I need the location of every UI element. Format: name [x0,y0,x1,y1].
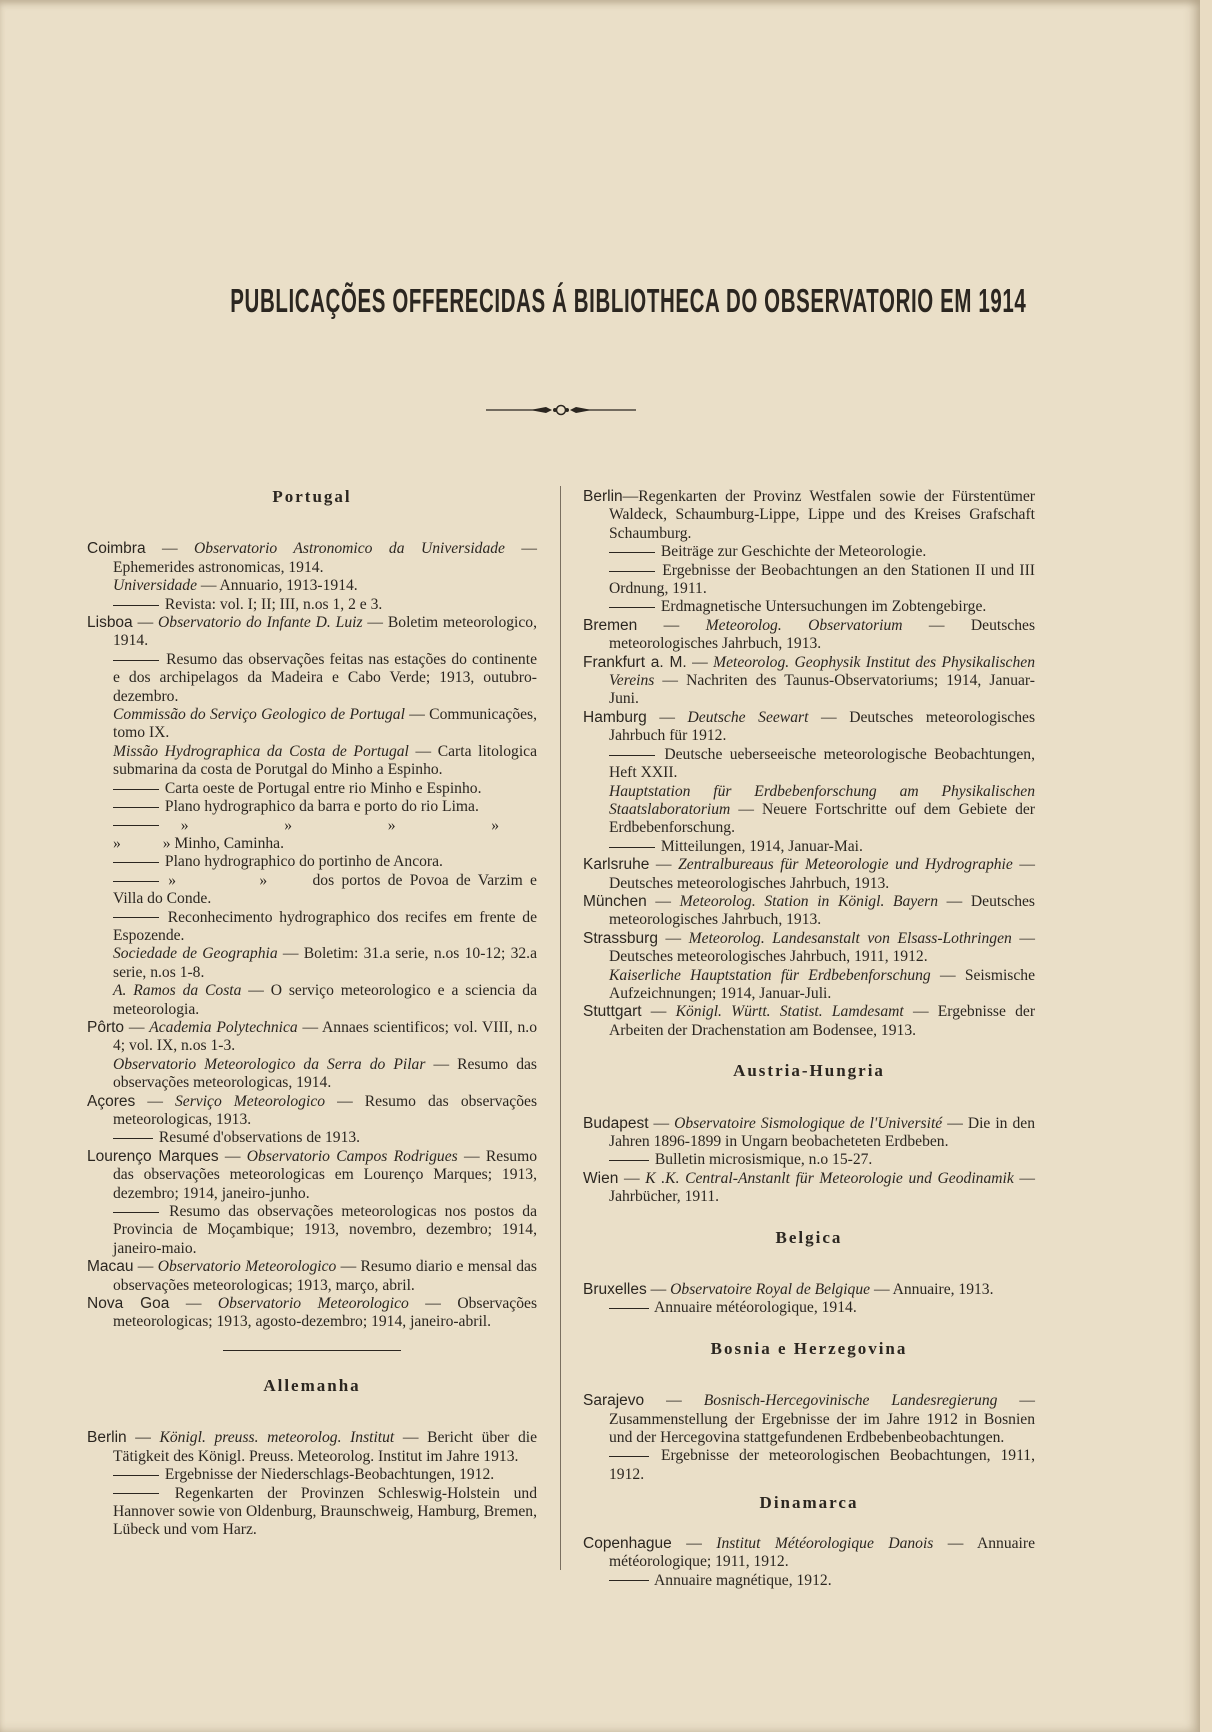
entry-lisboa-espozende: Reconhecimento hydrographico dos recifes em frente de Espozende. [113,908,538,944]
entry-strassburg-kaiserliche: Kaiserliche Hauptstation für Erdbebenforschung — Seismische Aufzeichnungen; 1914, Januar-Juli. [609,966,1035,1002]
entry-lourenco-mocambique: Resumo das observações meteorologicas nos postos da Provincia de Moçambique; 1913, novembro, dezembro; 1914, janeiro-maio. [113,1203,537,1257]
entry-lisboa-geographia: Sociedade de Geographia — Boletim: 31.a serie, n.os 10-12; 32.a serie, n.os 1-8. [113,945,537,981]
page-title: PUBLICAÇÕES OFFERECIDAS Á BIBLIOTHECA DO OBSERVATORIO EM 1914 [230,282,1027,319]
right-column [583,488,1035,1590]
entry-bremen: Bremen — Meteorolog. Observatorium — Deutsches meteorologisches Jahrbuch, 1913. [583,616,1036,653]
left-column [87,488,537,1540]
ornament-divider [486,400,636,420]
entry-coimbra-universidade: Universidade — Annuario, 1913-1914. [113,577,358,595]
column-divider [560,486,561,1570]
section-heading-dinamarca: Dinamarca [759,1493,859,1513]
entry-porto-pilar: Observatorio Meteorologico da Serra do Pilar — Resumo das observações meteorologicas, 1914. [113,1055,538,1092]
entry-berlin-westfalen: Berlin—Regenkarten der Provinz Westfalen sowie der Fürstentümer Waldeck, Schaumburg-Lippe, Lippe und des Kreises Grafschaft Schaumburg. [583,488,1035,542]
entry-coimbra-revista: Revista: vol. I; II; III, n.os 1, 2 e 3. [87,596,537,614]
section-heading-austria: Austria-Hungria [733,1061,885,1081]
entry-stuttgart: Stuttgart — Königl. Württ. Statist. Lamdesamt — Ergebnisse der Arbeiten der Drachenstation am Bodensee, 1913. [583,1003,1036,1039]
entry-copenhague-magnetique: Annuaire magnétique, 1912. [583,1572,1035,1590]
entry-berlin-beitraege: Beiträge zur Geschichte der Meteorologie. [583,543,1035,561]
entry-lisboa-resumo: Resumo das observações feitas nas estações do continente e dos archipelagos da Madeira e Cabo Verde; 1913, outubro-dezembro. [113,650,537,705]
section-heading-belgica: Belgica [775,1227,843,1247]
entry-strassburg: Strassburg — Meteorolog. Landesanstalt von Elsass-Lothringen — Deutsches meteorologisches Jahrbuch, 1911, 1912. [583,929,1035,966]
section-heading-portugal: Portugal [272,487,352,506]
entry-bruxelles: Bruxelles — Observatoire Royal de Belgique — Annuaire, 1913. [583,1281,994,1299]
entry-nova-goa: Nova Goa — Observatorio Meteorologico — Observações meteorologicas; 1913, agosto-dezembro; 1914, janeiro-abril. [87,1295,538,1331]
entry-karlsruhe: Karlsruhe — Zentralbureaus für Meteorologie und Hydrographie — Deutsches meteorologisches Jahrbuch, 1913. [583,856,1036,892]
entry-berlin-niederschlags: Ergebnisse der Niederschlags-Beobachtungen, 1912. [87,1466,537,1484]
entry-lourenco-marques: Lourenço Marques — Observatorio Campos Rodrigues — Resumo das observações meteorologicas em Lourenço Marques; 1913, dezembro; 1914, janeiro-junho. [87,1147,538,1202]
entry-sarajevo-ergebnisse: Ergebnisse der meteorologischen Beobachtungen, 1911, 1912. [609,1447,1035,1483]
entry-lisboa-missao: Missão Hydrographica da Costa de Portugal — Carta litologica submarina da costa de Porutgal do Minho a Espinho. [113,742,538,779]
entry-lisboa-plano-lima: Plano hydrographico da barra e porto do rio Lima. [87,798,537,816]
entry-bruxelles-meteorologique: Annuaire météorologique, 1914. [583,1299,1035,1317]
entry-berlin-institut: Berlin — Königl. preuss. meteorolog. Institut — Bericht über die Tätigkeit des Königl. Preuss. Meteorolog. Institut im Jahre 1913. [87,1429,538,1465]
entry-lisboa-minho: » » » » » » Minho, Caminha. [113,816,537,852]
entry-acores: Açores — Serviço Meteorologico — Resumo das observações meteorologicas, 1913. [87,1092,538,1128]
section-rule [223,1350,401,1351]
entry-acores-resume: Resumé d'observations de 1913. [87,1129,537,1147]
entry-hamburg-ueberseeische: Deutsche ueberseeische meteorologische Beobachtungen, Heft XXII. [609,745,1035,782]
entry-hamburg: Hamburg — Deutsche Seewart — Deutsches meteorologisches Jahrbuch für 1912. [583,708,1036,745]
section-heading-bosnia: Bosnia e Herzegovina [710,1338,908,1358]
entry-munchen: München — Meteorolog. Station in Königl. Bayern — Deutsches meteorologisches Jahrbuch, 1913. [583,892,1035,929]
entry-coimbra: Coimbra — Observatorio Astronomico da Universidade — Ephemerides astronomicas, 1914. [87,540,537,576]
entry-frankfurt: Frankfurt a. M. — Meteorolog. Geophysik Institut des Physikalischen Vereins — Nachriten des Taunus-Observatoriums; 1914, Januar-Juni. [583,653,1035,708]
entry-berlin-erdmagnetische: Erdmagnetische Untersuchungen im Zobtengebirge. [583,598,1035,616]
section-heading-allemanha: Allemanha [263,1375,361,1395]
entry-lisboa-ancora: Plano hydrographico do portinho de Ancora. [87,853,537,871]
entry-lisboa-povoa: » » dos portos de Povoa de Varzim e Villa do Conde. [113,871,537,908]
entry-hamburg-hauptstation: Hauptstation für Erdbebenforschung am Physikalischen Staatslaboratorium — Neuere Fortschritte ouf dem Gebiete der Erdbebenforschung. [609,782,1035,837]
entry-lisboa-ramos: A. Ramos da Costa — O serviço meteorologico e a sciencia da meteorologia. [113,982,538,1018]
entry-sarajevo: Sarajevo — Bosnisch-Hercegovinische Landesregierung — Zusammenstellung der Ergebnisse der im Jahre 1912 in Bosnien und der Hercegovina stattgefundenen Erdbebenbeobachtungen. [583,1392,1035,1447]
entry-lisboa-carta-oeste: Carta oeste de Portugal entre rio Minho e Espinho. [87,780,537,798]
entry-lisboa-commissao: Commissão do Serviço Geologico de Portugal — Communicações, tomo IX. [113,706,538,742]
entry-berlin-regenkarten: Regenkarten der Provinzen Schleswig-Holstein und Hannover sowie von Oldenburg, Braunschweig, Hamburg, Bremen, Lübeck und vom Harz. [113,1484,538,1539]
entry-lisboa: Lisboa — Observatorio do Infante D. Luiz — Boletim meteorologico, 1914. [87,614,537,650]
entry-macau: Macau — Observatorio Meteorologico — Resumo diario e mensal das observações meteorologicas; 1913, março, abril. [87,1258,537,1294]
entry-copenhague: Copenhague — Institut Météorologique Danois — Annuaire météorologique; 1911, 1912. [583,1534,1036,1571]
entry-budapest: Budapest — Observatoire Sismologique de l'Université — Die in den Jahren 1896-1899 in Ungarn beobacheteten Erdbeben. [583,1114,1035,1150]
entry-hamburg-mitteilungen: Mitteilungen, 1914, Januar-Mai. [583,838,1035,856]
entry-porto: Pôrto — Academia Polytechnica — Annaes scientificos; vol. VIII, n.o 4; vol. IX, n.os 1-3. [87,1018,537,1055]
entry-budapest-bulletin: Bulletin microsismique, n.o 15-27. [583,1151,1035,1169]
entry-berlin-ergebnisse: Ergebnisse der Beobachtungen an den Stationen II und III Ordnung, 1911. [609,561,1035,598]
entry-wien: Wien — K .K. Central-Anstanlt für Meteorologie und Geodinamik — Jahrbücher, 1911. [583,1169,1036,1206]
